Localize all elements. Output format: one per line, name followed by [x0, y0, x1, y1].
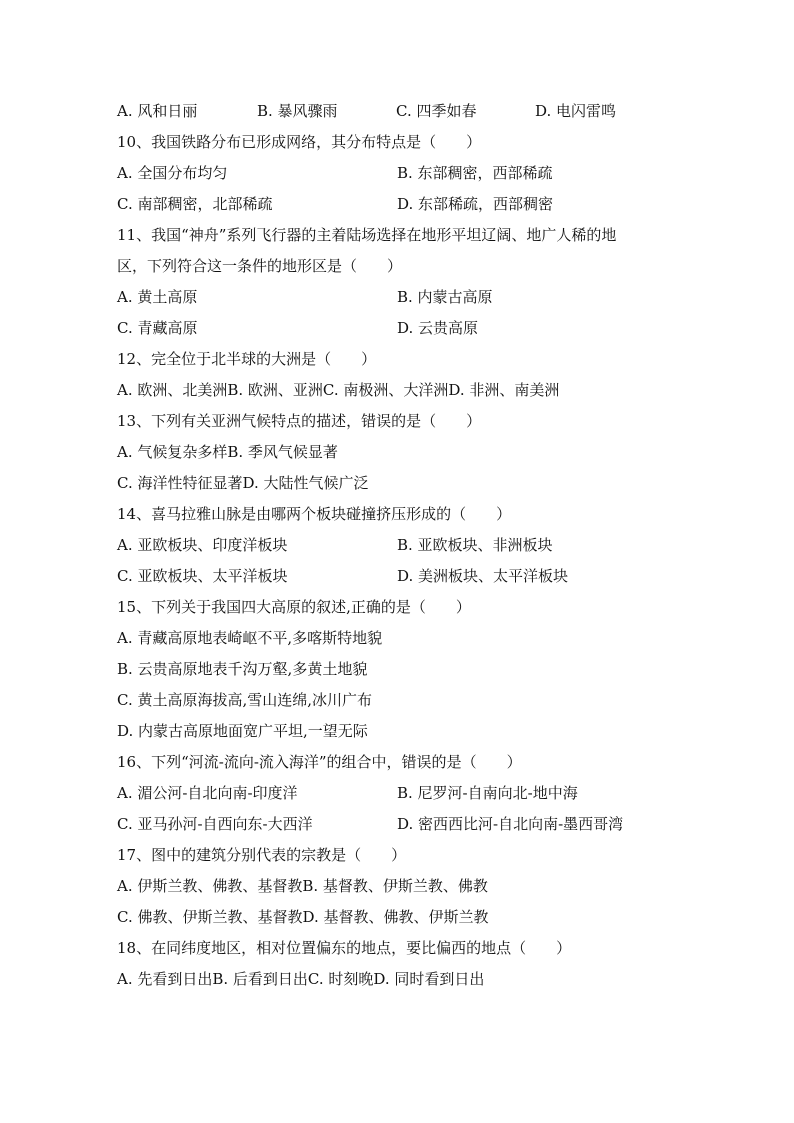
- q16-option-c: C. 亚马孙河-自西向东-大西洋: [117, 815, 313, 833]
- q17-options-row1: A. 伊斯兰教、佛教、基督教B. 基督教、伊斯兰教、佛教: [117, 877, 488, 895]
- q17-options-row2: C. 佛教、伊斯兰教、基督教D. 基督教、佛教、伊斯兰教: [117, 908, 489, 926]
- q17-stem: 17、图中的建筑分别代表的宗教是（ ）: [117, 846, 407, 864]
- q12-options: A. 欧洲、北美洲B. 欧洲、亚洲C. 南极洲、大洋洲D. 非洲、南美洲: [117, 381, 560, 399]
- q14-stem: 14、喜马拉雅山脉是由哪两个板块碰撞挤压形成的（ ）: [117, 505, 512, 523]
- q18-stem: 18、在同纬度地区，相对位置偏东的地点，要比偏西的地点（ ）: [117, 939, 572, 957]
- q14-option-c: C. 亚欧板块、太平洋板块: [117, 567, 288, 585]
- q13-options-row2: C. 海洋性特征显著D. 大陆性气候广泛: [117, 474, 369, 492]
- q10-options-row1: [117, 158, 677, 189]
- q15-stem: 15、下列关于我国四大高原的叙述,正确的是（ ）: [117, 598, 471, 616]
- q16-option-a: A. 湄公河-自北向南-印度洋: [117, 784, 298, 802]
- q11-option-d: D. 云贵高原: [397, 319, 479, 337]
- q10-option-d: D. 东部稀疏，西部稠密: [397, 195, 554, 213]
- q11-options-row2: [117, 313, 677, 344]
- q15-option-c: C. 黄土高原海拔高,雪山连绵,冰川广布: [117, 691, 373, 709]
- q11-option-c: C. 青藏高原: [117, 319, 198, 337]
- q11-option-b: B. 内蒙古高原: [397, 288, 493, 306]
- q16-option-d: D. 密西西比河-自北向南-墨西哥湾: [397, 815, 624, 833]
- q10-option-a: A. 全国分布均匀: [117, 164, 228, 182]
- q15-option-a: A. 青藏高原地表崎岖不平,多喀斯特地貌: [117, 629, 383, 647]
- q10-options-row2: [117, 189, 677, 220]
- q18-options: A. 先看到日出B. 后看到日出C. 时刻晚D. 同时看到日出: [117, 970, 485, 988]
- q11-stem-line2: 区，下列符合这一条件的地形区是（ ）: [117, 257, 403, 275]
- q10-option-c: C. 南部稠密，北部稀疏: [117, 195, 273, 213]
- q9-option-d: D. 电闪雷鸣: [535, 102, 617, 120]
- exam-page: [117, 96, 677, 995]
- q16-options-row2: [117, 809, 677, 840]
- q13-options-row1: A. 气候复杂多样B. 季风气候显著: [117, 443, 338, 461]
- q10-option-b: B. 东部稠密，西部稀疏: [397, 164, 553, 182]
- q9-option-c: C. 四季如春: [396, 102, 477, 120]
- q14-option-b: B. 亚欧板块、非洲板块: [397, 536, 553, 554]
- q13-stem: 13、下列有关亚洲气候特点的描述，错误的是（ ）: [117, 412, 482, 430]
- q9-option-b: B. 暴风骤雨: [257, 102, 338, 120]
- q11-stem-line1: 11、我国“神舟”系列飞行器的主着陆场选择在地形平坦辽阔、地广人稀的地: [117, 226, 617, 244]
- q16-options-row1: [117, 778, 677, 809]
- q14-options-row2: [117, 561, 677, 592]
- q14-option-d: D. 美洲板块、太平洋板块: [397, 567, 569, 585]
- q14-option-a: A. 亚欧板块、印度洋板块: [117, 536, 288, 554]
- q11-options-row1: [117, 282, 677, 313]
- q15-option-b: B. 云贵高原地表千沟万壑,多黄土地貌: [117, 660, 368, 678]
- q11-option-a: A. 黄土高原: [117, 288, 198, 306]
- q9-options: [117, 96, 677, 127]
- q15-option-d: D. 内蒙古高原地面宽广平坦,一望无际: [117, 722, 368, 740]
- q9-option-a: A. 风和日丽: [117, 102, 198, 120]
- q16-option-b: B. 尼罗河-自南向北-地中海: [397, 784, 578, 802]
- q16-stem: 16、下列“河流-流向-流入海洋”的组合中，错误的是（ ）: [117, 753, 522, 771]
- q12-stem: 12、完全位于北半球的大洲是（ ）: [117, 350, 377, 368]
- q10-stem: 10、我国铁路分布已形成网络，其分布特点是（ ）: [117, 133, 482, 151]
- q14-options-row1: [117, 530, 677, 561]
